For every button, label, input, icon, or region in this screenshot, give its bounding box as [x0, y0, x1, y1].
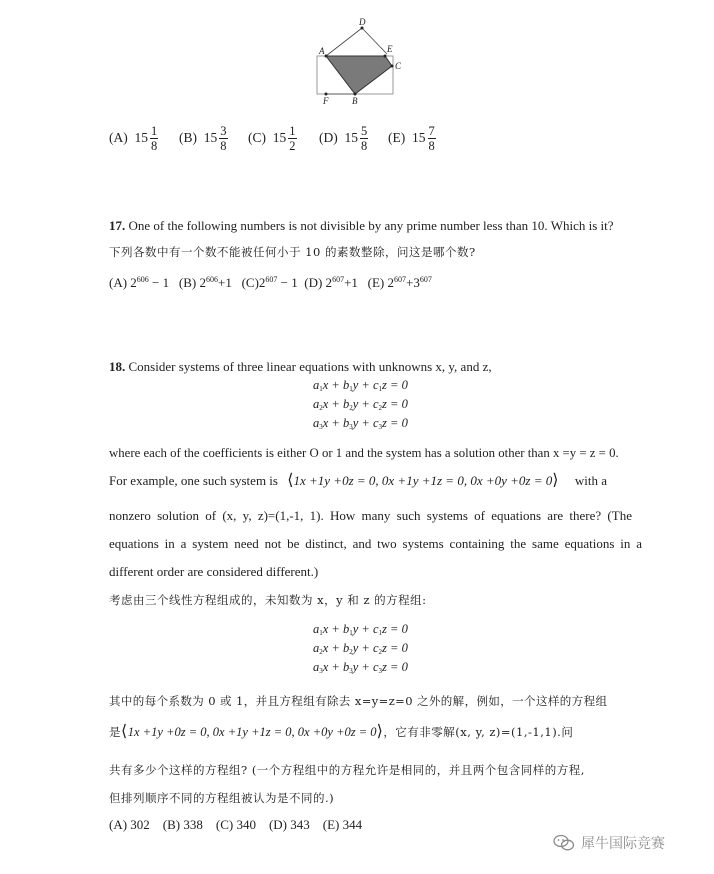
segment-ad — [326, 28, 362, 56]
q18-order: different order are considered different.) — [109, 564, 319, 579]
q18-equations: equations in a system need not be distinct, and two systems containing the same equations in a — [109, 536, 642, 551]
q16-choice: (B) 15 $\frac{3}{8}$ — [179, 123, 227, 153]
left-angle: ⟨ — [287, 472, 294, 489]
point-c — [391, 65, 394, 68]
right-angle: ⟩ — [552, 472, 559, 489]
label-f: F — [323, 96, 329, 106]
q16-choice: (A) 15 $\frac{1}{8}$ — [109, 123, 158, 153]
q17-text: One of the following numbers is not divisible by any prime number less than 10. Which is it? — [128, 218, 614, 233]
equation-row: $a_3x + b_3y + c_3z = 0$ — [313, 660, 408, 675]
label-c: C — [395, 61, 402, 71]
q18-intro: 18. Consider systems of three linear equations with unknowns x, y, and z, — [109, 359, 492, 374]
wechat-icon — [553, 834, 575, 852]
segment-de — [362, 28, 387, 54]
equation-row: $a_2x + b_2y + c_2z = 0$ — [313, 397, 408, 412]
label-e: E — [387, 44, 393, 54]
label-d: D — [359, 17, 366, 27]
equation-row: $a_3x + b_3y + c_3z = 0$ — [313, 416, 408, 431]
q18-answers: (A) 302 (B) 338 (C) 340 (D) 343 (E) 344 — [109, 817, 363, 832]
label-a: A — [319, 46, 325, 56]
watermark — [553, 833, 665, 853]
point-a — [325, 55, 328, 58]
q16-choice: (E) 15 $\frac{7}{8}$ — [388, 123, 435, 153]
q18-where: where each of the coefficients is either O or 1 and the system has a solution other than x =y = z = 0. — [109, 446, 619, 460]
q18-cn-line1: 其中的每个系数为 0 或 1，并且方程组有除去 x=y=z=0 之外的解，例如，一个这样的方程组 — [109, 694, 608, 708]
q18-nonzero: nonzero solution of (x, y, z)=(1,-1, 1). How many such systems of equations are there? (The — [109, 508, 632, 523]
q16-choice: (C) 15 $\frac{1}{2}$ — [248, 123, 296, 153]
q18-intro-cn: 考虑由三个线性方程组成的，未知数为 x，y 和 z 的方程组: — [109, 593, 427, 607]
label-b: B — [352, 96, 358, 106]
q18-example: For example, one such system is ⟨1x +1y +0z = 0, 0x +1y +1z = 0, 0x +0y +0z = 0⟩ with a — [109, 472, 607, 489]
shaded-region — [326, 56, 392, 94]
equation-row: $a_1x + b_1y + c_1z = 0$ — [313, 378, 408, 393]
equation-row: $a_2x + b_2y + c_2z = 0$ — [313, 641, 408, 656]
q18-cn-line2: 是⟨1x +1y +0z = 0, 0x +1y +1z = 0, 0x +0y +0z = 0⟩，它有非零解(x, y, z)=(1,-1,1).问 — [109, 723, 574, 740]
watermark-text: 犀牛国际竞赛 — [581, 836, 665, 852]
geometry-figure — [310, 14, 410, 106]
q17-question-cn: 下列各数中有一个数不能被任何小于 10 的素数整除，问这是哪个数? — [109, 245, 476, 259]
q18-cn-line3: 共有多少个这样的方程组? (一个方程组中的方程允许是相同的，并且两个包含同样的方程, — [109, 763, 585, 777]
q16-choice: (D) 15 $\frac{5}{8}$ — [319, 123, 368, 153]
q17-question: 17. One of the following numbers is not divisible by any prime number less than 10. Which is it? — [109, 218, 614, 233]
equation-row: $a_1x + b_1y + c_1z = 0$ — [313, 622, 408, 637]
q18-cn-line4: 但排列顺序不同的方程组被认为是不同的.) — [109, 791, 335, 805]
point-e — [384, 55, 387, 58]
q17-choices: (A) $2^{606} - 1$ (B) $2^{606}+1$ $(C)2^{607} - 1$ (D) $2^{607}+1$ (E) $2^{607}+3^{607}$ — [109, 275, 432, 290]
